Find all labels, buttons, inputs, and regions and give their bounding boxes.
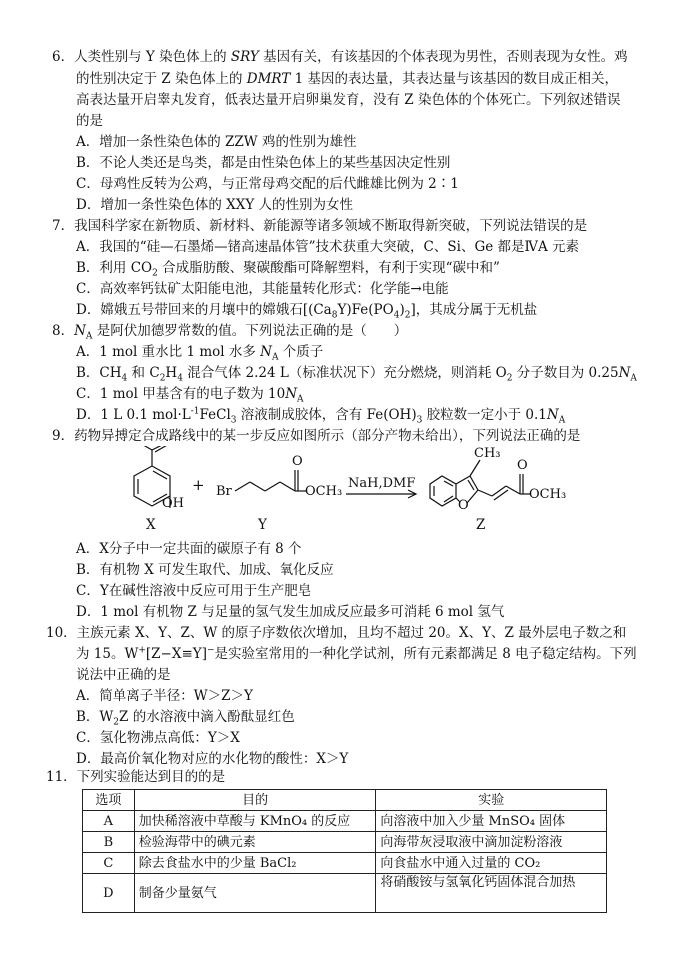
table-row	[83, 832, 607, 853]
table-row	[83, 811, 607, 832]
header-purpose: 目的	[134, 790, 376, 811]
cell-purpose: 加快稀溶液中草酸与 KMnO₄ 的反应	[134, 811, 376, 832]
cell-purpose: 制备少量氨气	[134, 874, 376, 913]
q6-line-4: 的是	[76, 113, 103, 129]
header-option: 选项	[83, 790, 135, 811]
q8-option-c: C．1 mol 甲基含有的电子数为 $10N_A$	[76, 386, 304, 405]
q10-option-a: A．简单离子半径：W＞Z＞Y	[76, 688, 253, 704]
cell-option: A	[83, 811, 135, 832]
header-experiment: 实验	[376, 790, 607, 811]
q7-option-b: B．利用 $CO_2$ 合成脂肪酸、聚碳酸酯可降解塑料，有利于实现“碳中和”	[76, 260, 500, 279]
q9-option-c: C．Y在碱性溶液中反应可用于生产肥皂	[76, 583, 312, 599]
y-carbonyl-o-label: O	[292, 454, 303, 469]
q6-line-2: 的性别决定于 Z 染色体上的 DMRT 1 基因的表达量，其表达量与该基因的数目成正相关，	[76, 71, 619, 87]
compound-x-label: X	[146, 517, 156, 533]
q9-stem: 9．药物异搏定合成路线中的某一步反应如图所示（部分产物未给出），下列说法正确的是	[52, 428, 581, 444]
q7-option-c: C．高效率钙钛矿太阳能电池，其能量转化形式：化学能→电能	[76, 281, 449, 297]
q10-option-d: D．最高价氧化物对应的水化物的酸性：X＞Y	[76, 751, 349, 767]
q6-option-d: D．增加一条性染色体的 XXY 人的性别为女性	[76, 197, 354, 213]
q6-line-1: 6．人类性别与 Y 染色体上的 SRY 基因有关，有该基因的个体表现为男性，否则表现为女性。鸡	[52, 49, 628, 65]
cell-experiment: 将硝酸铵与氢氧化钙固体混合加热	[376, 874, 607, 913]
z-och3-label: OCH₃	[529, 487, 567, 502]
y-och3-label: OCH₃	[305, 484, 343, 499]
experiment-table	[82, 789, 607, 913]
q10-line-1: 10．主族元素 X、Y、Z、W 的原子序数依次增加，且均不超过 20。X、Y、Z 最外层电子数之和	[46, 625, 627, 641]
q6-option-b: B．不论人类还是鸟类，都是由性染色体上的某些基因决定性别	[76, 155, 451, 171]
q10-line-2: 为 15。W+[Z−X≡Y]−是实验室常用的一种化学试剂，所有元素都满足 8 电子稳定结构。下列	[76, 645, 637, 662]
q10-line-3: 说法中正确的是	[76, 667, 171, 683]
q6-option-c: C．母鸡性反转为公鸡，与正常母鸡交配的后代雌雄比例为 2∶1	[76, 176, 459, 192]
q11-stem: 11．下列实验能达到目的的是	[46, 769, 226, 785]
z-ring-o-label: O	[458, 498, 469, 513]
plus-sign: +	[192, 476, 205, 494]
q7-stem: 7．我国科学家在新物质、新材料、新能源等诸多领域不断取得新突破，下列说法错误的是	[52, 218, 588, 234]
z-carbonyl-o-label: O	[517, 458, 528, 473]
cell-option: C	[83, 853, 135, 874]
q9-option-b: B．有机物 X 可发生取代、加成、氧化反应	[76, 562, 334, 578]
q7-option-a: A．我国的“硅—石墨烯—锗高速晶体管”技术获重大突破，C、Si、Ge 都是ⅣA 元素	[76, 239, 580, 255]
cell-option: D	[83, 874, 135, 913]
table-row	[83, 874, 607, 913]
reagent-label: NaH,DMF	[348, 476, 416, 491]
q9-option-a: A．X分子中一定共面的碳原子有 8 个	[76, 541, 302, 557]
y-chain	[235, 482, 250, 491]
cell-option: B	[83, 832, 135, 853]
q10-option-b: B．$W_2Z$ 的水溶液中滴入酚酞显红色	[76, 709, 295, 728]
z-ch3-label: CH₃	[474, 446, 501, 461]
table-header-row	[83, 790, 607, 811]
q9-option-d: D．1 mol 有机物 Z 与足量的氢气发生加成反应最多可消耗 6 mol 氢气	[76, 604, 505, 620]
table-row	[83, 853, 607, 874]
compound-y-label: Y	[258, 517, 267, 533]
q8-option-a: A．1 mol 重水比 1 mol 水多 $N_A$ 个质子	[76, 344, 324, 363]
q8-option-d: D．1 L 0.1 $mol\cdot L^{-1}FeCl_3$ 溶液制成胶体，含有 $Fe(OH)_3$ 胶粒数一定小于 $0.1N_A$	[76, 406, 566, 426]
cell-experiment: 向溶液中加入少量 MnSO₄ 固体	[376, 811, 607, 832]
cell-purpose: 检验海带中的碘元素	[134, 832, 376, 853]
cell-purpose: 除去食盐水中的少量 BaCl₂	[134, 853, 376, 874]
q6-line-3: 高表达量开启睾丸发育，低表达量开启卵巢发育，没有 Z 染色体的个体死亡。下列叙述错误	[76, 92, 621, 108]
y-br-label: Br	[216, 484, 232, 499]
q8-stem: 8．$N_A$ 是阿伏加德罗常数的值。下列说法正确的是（ ）	[52, 323, 408, 342]
q6-option-a: A．增加一条性染色体的 ZZW 鸡的性别为雄性	[76, 134, 357, 150]
cell-experiment: 向海带灰浸取液中滴加淀粉溶液	[376, 832, 607, 853]
compound-z-label: Z	[476, 517, 486, 533]
q8-option-b: B．$CH_4$ 和 $C_2H_4$ 混合气体 2.24 L（标准状况下）充分燃烧，则消耗 $O_2$ 分子数目为 $0.25N_A$	[76, 365, 637, 384]
q10-option-c: C．氢化物沸点高低：Y＞X	[76, 730, 240, 746]
x-oh-label: OH	[162, 496, 184, 511]
reaction-scheme	[108, 446, 588, 534]
cell-experiment: 向食盐水中通入过量的 CO₂	[376, 853, 607, 874]
q7-option-d: D．嫦娥五号带回来的月壤中的嫦娥石$[(Ca_8Y)Fe(PO_4)_2]$，其成分属于无机盐	[76, 302, 538, 321]
